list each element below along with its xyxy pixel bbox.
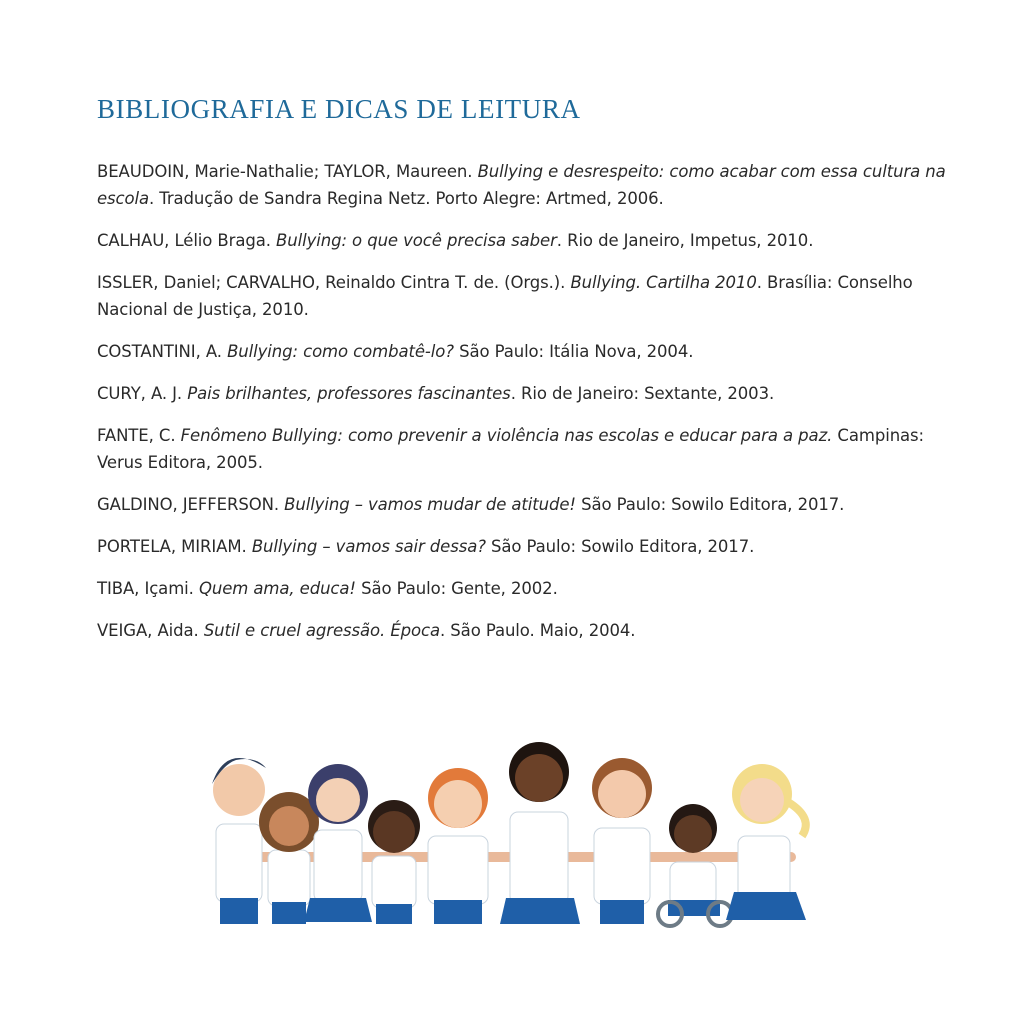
child-8-wheelchair	[658, 804, 732, 926]
reference-item: PORTELA, MIRIAM. Bullying – vamos sair dessa? São Paulo: Sowilo Editora, 2017.	[97, 537, 755, 556]
reference-item: CURY, A. J. Pais brilhantes, professores fascinantes. Rio de Janeiro: Sextante, 2003.	[97, 384, 775, 403]
reference-item: CALHAU, Lélio Braga. Bullying: o que você precisa saber. Rio de Janeiro, Impetus, 2010.	[97, 231, 814, 250]
child-5	[428, 768, 488, 924]
reference-item: VEIGA, Aida. Sutil e cruel agressão. Época. São Paulo. Maio, 2004.	[97, 621, 636, 640]
reference-item: COSTANTINI, A. Bullying: como combatê-lo? São Paulo: Itália Nova, 2004.	[97, 342, 694, 361]
reference-item: GALDINO, JEFFERSON. Bullying – vamos mudar de atitude! São Paulo: Sowilo Editora, 2017.	[97, 495, 845, 514]
reference-item: TIBA, Içami. Quem ama, educa! São Paulo: Gente, 2002.	[97, 579, 558, 598]
reference-list	[97, 158, 947, 659]
child-7	[592, 758, 652, 924]
child-1	[212, 758, 266, 924]
reference-item: BEAUDOIN, Marie-Nathalie; TAYLOR, Maureen. Bullying e desrespeito: como acabar com essa cultura na escola. Tradução de Sandra Regina Netz. Porto Alegre: Artmed, 2006.	[97, 162, 946, 208]
child-3	[304, 764, 372, 922]
children-illustration	[196, 732, 836, 928]
reference-item: FANTE, C. Fenômeno Bullying: como prevenir a violência nas escolas e educar para a paz. Campinas: Verus Editora, 2005.	[97, 426, 925, 472]
child-4	[368, 800, 420, 924]
child-9	[726, 764, 806, 920]
page-title: BIBLIOGRAFIA E DICAS DE LEITURA	[97, 94, 581, 124]
reference-item: ISSLER, Daniel; CARVALHO, Reinaldo Cintra T. de. (Orgs.). Bullying. Cartilha 2010. Brasília: Conselho Nacional de Justiça, 2010.	[97, 273, 913, 319]
child-6	[500, 742, 580, 924]
